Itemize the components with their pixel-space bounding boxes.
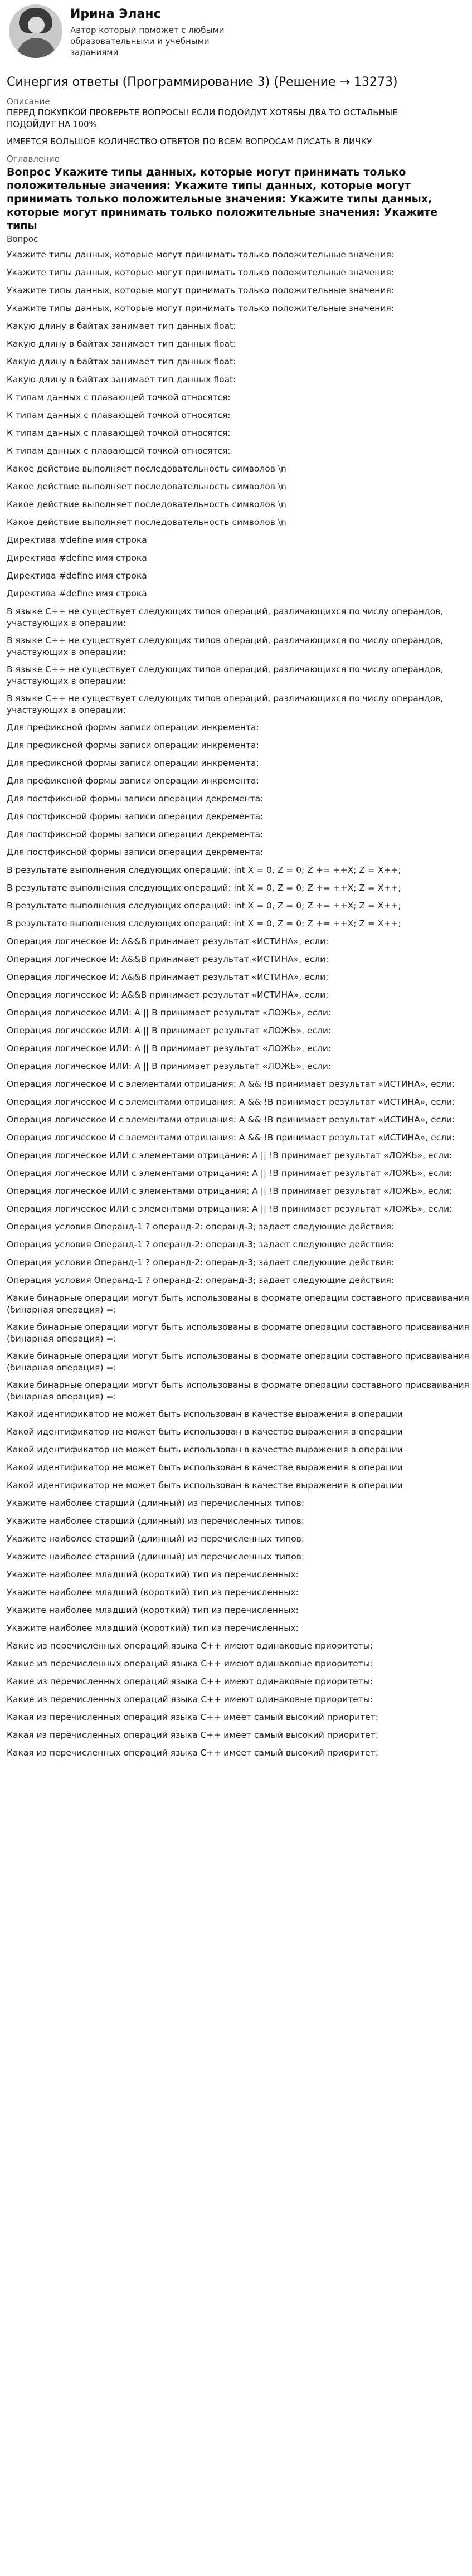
question-item: Укажите наиболее младший (короткий) тип из перечисленных: [7, 1587, 299, 1597]
question-item: Какие бинарные операции могут быть использованы в формате операции составного присваивания (бинарная операция) =: [7, 1351, 469, 1373]
question-item: В результате выполнения следующих операций: int X = 0, Z = 0; Z += ++X; Z = X++; [7, 918, 401, 929]
question-item: Какие из перечисленных операций языка C++ имеют одинаковые приоритеты: [7, 1641, 373, 1651]
question-item: К типам данных с плавающей точкой относятся: [7, 410, 231, 420]
question-item: Какую длину в байтах занимает тип данных float: [7, 321, 236, 331]
question-item: Укажите наиболее младший (короткий) тип из перечисленных: [7, 1623, 299, 1633]
question-item: Какой идентификатор не может быть использован в качестве выражения в операции [7, 1409, 403, 1419]
question-item: Укажите наиболее младший (короткий) тип из перечисленных: [7, 1569, 299, 1579]
question-item: Операция условия Операнд-1 ? операнд-2: операнд-3; задает следующие действия: [7, 1222, 395, 1232]
question-item: Операция логическое И с элементами отрицания: A && !B принимает результат «ИСТИНА», если: [7, 1115, 455, 1125]
question-item: Укажите наиболее старший (длинный) из перечисленных типов: [7, 1534, 305, 1544]
question-item: В результате выполнения следующих операций: int X = 0, Z = 0; Z += ++X; Z = X++; [7, 865, 401, 875]
question-item: В результате выполнения следующих операций: int X = 0, Z = 0; Z += ++X; Z = X++; [7, 901, 401, 911]
question-item: Операция логическое ИЛИ: A || B принимает результат «ЛОЖЬ», если: [7, 1025, 332, 1036]
question-item: Операция логическое ИЛИ с элементами отрицания: A || !B принимает результат «ЛОЖЬ», если: [7, 1186, 452, 1196]
question-item: Какие из перечисленных операций языка C++ имеют одинаковые приоритеты: [7, 1676, 373, 1686]
question-item: Операция логическое И с элементами отрицания: A && !B принимает результат «ИСТИНА», если: [7, 1097, 455, 1107]
question-item: Директива #define имя строка [7, 589, 147, 599]
question-item: В языке C++ не существует следующих типов операций, различающихся по числу операндов, участвующих в операции: [7, 693, 444, 715]
question-heading: Вопрос Укажите типы данных, которые могут принимать только положительные значения: Укажите типы данных, которые могут принимать только положительные значения: Укажите типы данных, которые могут принимать только положительные значения: Укажите типы [7, 166, 438, 232]
question-item: Какая из перечисленных операций языка C++ имеет самый высокий приоритет: [7, 1730, 378, 1740]
page-title: Синергия ответы (Программирование 3) (Решение → 13273) [7, 75, 398, 89]
question-item: К типам данных с плавающей точкой относятся: [7, 446, 231, 456]
question-item: Какое действие выполняет последовательность символов \n [7, 517, 286, 527]
question-item: Какие бинарные операции могут быть использованы в формате операции составного присваивания (бинарная операция) =: [7, 1322, 469, 1344]
question-item: Какую длину в байтах занимает тип данных float: [7, 375, 236, 385]
question-item: Операция логическое И с элементами отрицания: A && !B принимает результат «ИСТИНА», если: [7, 1079, 455, 1089]
question-item: Операция логическое ИЛИ: A || B принимает результат «ЛОЖЬ», если: [7, 1061, 332, 1071]
question-item: Операция логическое ИЛИ с элементами отрицания: A || !B принимает результат «ЛОЖЬ», если: [7, 1168, 452, 1178]
description-line: ПЕРЕД ПОКУПКОЙ ПРОВЕРЬТЕ ВОПРОСЫ! ЕСЛИ ПОДОЙДУТ ХОТЯБЫ ДВА ТО ОСТАЛЬНЫЕ ПОДОЙДУТ НА 100% [7, 108, 398, 129]
question-item: В языке C++ не существует следующих типов операций, различающихся по числу операндов, участвующих в операции: [7, 606, 444, 628]
question-item: Укажите типы данных, которые могут принимать только положительные значения: [7, 268, 395, 278]
question-item: Директива #define имя строка [7, 553, 147, 563]
question-item: Какой идентификатор не может быть использован в качестве выражения в операции [7, 1480, 403, 1490]
toc-label: Оглавление [7, 154, 60, 164]
question-item: Укажите типы данных, которые могут принимать только положительные значения: [7, 303, 395, 313]
question-item: Какие бинарные операции могут быть использованы в формате операции составного присваивания (бинарная операция) =: [7, 1293, 469, 1315]
question-item: Операция логическое ИЛИ с элементами отрицания: A || !B принимает результат «ЛОЖЬ», если: [7, 1204, 452, 1214]
question-item: Директива #define имя строка [7, 571, 147, 581]
question-item: Какие из перечисленных операций языка C++ имеют одинаковые приоритеты: [7, 1659, 373, 1669]
question-item: Для префиксной формы записи операции инкремента: [7, 776, 259, 786]
question-item: В языке C++ не существует следующих типов операций, различающихся по числу операндов, участвующих в операции: [7, 664, 444, 686]
question-item: Для постфиксной формы записи операции декремента: [7, 811, 264, 822]
question-item: Операция условия Операнд-1 ? операнд-2: операнд-3; задает следующие действия: [7, 1240, 395, 1250]
question-item: Укажите наиболее старший (длинный) из перечисленных типов: [7, 1552, 305, 1562]
question-item: К типам данных с плавающей точкой относятся: [7, 392, 231, 402]
question-item: Какие бинарные операции могут быть использованы в формате операции составного присваивания (бинарная операция) =: [7, 1380, 469, 1402]
question-item: Операция логическое И с элементами отрицания: A && !B принимает результат «ИСТИНА», если: [7, 1133, 455, 1143]
question-item: Операция логическое И: A&&B принимает результат «ИСТИНА», если: [7, 990, 329, 1000]
question-item: Какая из перечисленных операций языка C++ имеет самый высокий приоритет: [7, 1712, 378, 1722]
description-line: ИМЕЕТСЯ БОЛЬШОЕ КОЛИЧЕСТВО ОТВЕТОВ ПО ВСЕМ ВОПРОСАМ ПИСАТЬ В ЛИЧКУ [7, 137, 372, 147]
question-item: Директива #define имя строка [7, 535, 147, 545]
question-item: Для префиксной формы записи операции инкремента: [7, 740, 259, 750]
question-item: Какая из перечисленных операций языка C++ имеет самый высокий приоритет: [7, 1748, 378, 1758]
avatar[interactable] [9, 4, 62, 58]
question-item: Какой идентификатор не может быть использован в качестве выражения в операции [7, 1462, 403, 1472]
question-item: В результате выполнения следующих операций: int X = 0, Z = 0; Z += ++X; Z = X++; [7, 883, 401, 893]
question-item: Операция условия Операнд-1 ? операнд-2: операнд-3; задает следующие действия: [7, 1275, 395, 1285]
question-item: Для префиксной формы записи операции инкремента: [7, 722, 259, 732]
question-item: Какое действие выполняет последовательность символов \n [7, 499, 286, 509]
description-label: Описание [7, 96, 50, 106]
description-text [7, 107, 430, 148]
question-item: Операция логическое И: A&&B принимает результат «ИСТИНА», если: [7, 972, 329, 982]
question-item: В языке C++ не существует следующих типов операций, различающихся по числу операндов, участвующих в операции: [7, 635, 444, 657]
question-item: Укажите типы данных, которые могут принимать только положительные значения: [7, 285, 395, 295]
question-item: Какой идентификатор не может быть использован в качестве выражения в операции [7, 1445, 403, 1455]
author-profile [7, 4, 465, 62]
question-item: Операция условия Операнд-1 ? операнд-2: операнд-3; задает следующие действия: [7, 1257, 395, 1267]
question-item: Какой идентификатор не может быть использован в качестве выражения в операции [7, 1427, 403, 1437]
question-item: Укажите наиболее старший (длинный) из перечисленных типов: [7, 1516, 305, 1526]
question-item: Укажите наиболее старший (длинный) из перечисленных типов: [7, 1498, 305, 1508]
question-item: Операция логическое И: A&&B принимает результат «ИСТИНА», если: [7, 954, 329, 964]
question-item: Укажите наиболее младший (короткий) тип из перечисленных: [7, 1605, 299, 1615]
question-item: К типам данных с плавающей точкой относятся: [7, 428, 231, 438]
question-item: Какое действие выполняет последовательность символов \n [7, 482, 286, 492]
question-item: Для постфиксной формы записи операции декремента: [7, 829, 264, 839]
author-name[interactable]: Ирина Эланс [70, 7, 161, 21]
question-item: Операция логическое И: A&&B принимает результат «ИСТИНА», если: [7, 936, 329, 946]
question-item: Для постфиксной формы записи операции декремента: [7, 847, 264, 857]
question-list [7, 249, 469, 1759]
question-label: Вопрос [7, 234, 38, 244]
question-item: Какую длину в байтах занимает тип данных float: [7, 357, 236, 367]
question-item: Операция логическое ИЛИ с элементами отрицания: A || !B принимает результат «ЛОЖЬ», если: [7, 1150, 452, 1160]
question-item: Операция логическое ИЛИ: A || B принимает результат «ЛОЖЬ», если: [7, 1008, 332, 1018]
question-item: Операция логическое ИЛИ: A || B принимает результат «ЛОЖЬ», если: [7, 1043, 332, 1053]
author-info [70, 4, 249, 58]
question-item: Для постфиксной формы записи операции декремента: [7, 794, 264, 804]
author-description: Автор который поможет с любыми образовательными и учебными заданиями [70, 25, 225, 57]
question-item: Для префиксной формы записи операции инкремента: [7, 758, 259, 768]
question-item: Какие из перечисленных операций языка C++ имеют одинаковые приоритеты: [7, 1694, 373, 1704]
question-item: Укажите типы данных, которые могут принимать только положительные значения: [7, 250, 395, 260]
question-item: Какую длину в байтах занимает тип данных float: [7, 339, 236, 349]
question-item: Какое действие выполняет последовательность символов \n [7, 464, 286, 474]
